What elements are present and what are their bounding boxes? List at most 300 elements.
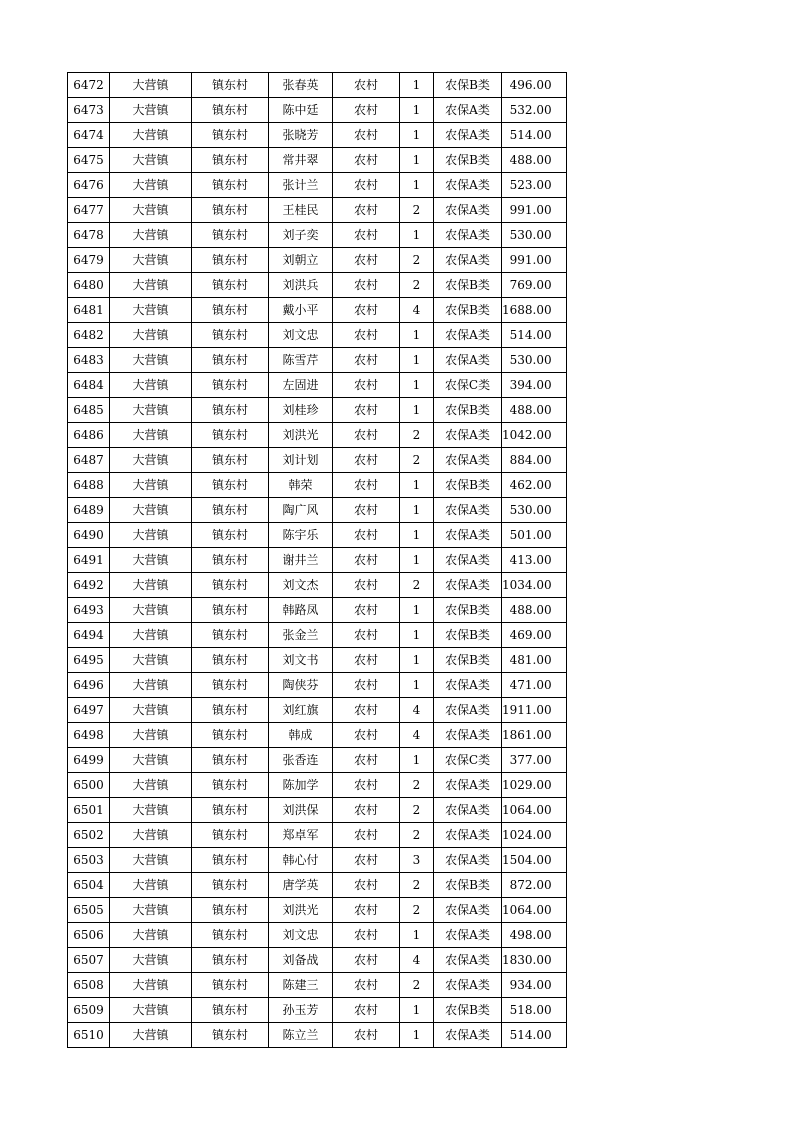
row-id-cell: 6489 [68, 498, 110, 523]
household-type-cell: 农村 [333, 998, 400, 1023]
row-id-cell: 6472 [68, 73, 110, 98]
amount-cell: 394.00 [502, 373, 567, 398]
household-type-cell: 农村 [333, 773, 400, 798]
household-type-cell: 农村 [333, 873, 400, 898]
village-cell: 镇东村 [192, 323, 269, 348]
amount-cell: 991.00 [502, 248, 567, 273]
row-id-cell: 6481 [68, 298, 110, 323]
household-type-cell: 农村 [333, 248, 400, 273]
amount-cell: 377.00 [502, 748, 567, 773]
town-cell: 大营镇 [110, 773, 192, 798]
person-name-cell: 刘文书 [269, 648, 333, 673]
village-cell: 镇东村 [192, 548, 269, 573]
person-name-cell: 张晓芳 [269, 123, 333, 148]
member-count-cell: 1 [400, 923, 434, 948]
row-id-cell: 6485 [68, 398, 110, 423]
table-row [68, 498, 567, 523]
town-cell: 大营镇 [110, 848, 192, 873]
insurance-category-cell: 农保A类 [434, 348, 502, 373]
person-name-cell: 张金兰 [269, 623, 333, 648]
member-count-cell: 1 [400, 748, 434, 773]
table-row [68, 223, 567, 248]
member-count-cell: 1 [400, 598, 434, 623]
member-count-cell: 2 [400, 573, 434, 598]
person-name-cell: 刘洪光 [269, 423, 333, 448]
table-row [68, 123, 567, 148]
insurance-category-cell: 农保A类 [434, 948, 502, 973]
village-cell: 镇东村 [192, 148, 269, 173]
member-count-cell: 1 [400, 398, 434, 423]
village-cell: 镇东村 [192, 273, 269, 298]
village-cell: 镇东村 [192, 873, 269, 898]
village-cell: 镇东村 [192, 673, 269, 698]
amount-cell: 481.00 [502, 648, 567, 673]
village-cell: 镇东村 [192, 823, 269, 848]
person-name-cell: 刘洪光 [269, 898, 333, 923]
table-row [68, 798, 567, 823]
amount-cell: 501.00 [502, 523, 567, 548]
row-id-cell: 6509 [68, 998, 110, 1023]
insurance-category-cell: 农保C类 [434, 748, 502, 773]
person-name-cell: 刘文杰 [269, 573, 333, 598]
table-row [68, 448, 567, 473]
insurance-category-cell: 农保B类 [434, 273, 502, 298]
person-name-cell: 陈立兰 [269, 1023, 333, 1048]
household-type-cell: 农村 [333, 973, 400, 998]
insurance-category-cell: 农保A类 [434, 1023, 502, 1048]
row-id-cell: 6506 [68, 923, 110, 948]
insurance-category-cell: 农保A类 [434, 498, 502, 523]
town-cell: 大营镇 [110, 198, 192, 223]
household-type-cell: 农村 [333, 798, 400, 823]
table-row [68, 473, 567, 498]
village-cell: 镇东村 [192, 598, 269, 623]
insurance-category-cell: 农保A类 [434, 973, 502, 998]
person-name-cell: 王桂民 [269, 198, 333, 223]
household-type-cell: 农村 [333, 323, 400, 348]
household-type-cell: 农村 [333, 373, 400, 398]
village-cell: 镇东村 [192, 498, 269, 523]
person-name-cell: 张春英 [269, 73, 333, 98]
insurance-category-cell: 农保A类 [434, 673, 502, 698]
person-name-cell: 唐学英 [269, 873, 333, 898]
row-id-cell: 6508 [68, 973, 110, 998]
village-cell: 镇东村 [192, 773, 269, 798]
member-count-cell: 1 [400, 523, 434, 548]
row-id-cell: 6480 [68, 273, 110, 298]
village-cell: 镇东村 [192, 648, 269, 673]
town-cell: 大营镇 [110, 748, 192, 773]
town-cell: 大营镇 [110, 323, 192, 348]
amount-cell: 1504.00 [502, 848, 567, 873]
member-count-cell: 2 [400, 248, 434, 273]
insurance-category-cell: 农保A类 [434, 698, 502, 723]
insurance-category-cell: 农保B类 [434, 298, 502, 323]
town-cell: 大营镇 [110, 673, 192, 698]
town-cell: 大营镇 [110, 348, 192, 373]
person-name-cell: 张香连 [269, 748, 333, 773]
amount-cell: 769.00 [502, 273, 567, 298]
village-cell: 镇东村 [192, 248, 269, 273]
household-type-cell: 农村 [333, 473, 400, 498]
member-count-cell: 1 [400, 1023, 434, 1048]
insurance-category-cell: 农保A类 [434, 423, 502, 448]
row-id-cell: 6497 [68, 698, 110, 723]
town-cell: 大营镇 [110, 1023, 192, 1048]
person-name-cell: 刘洪保 [269, 798, 333, 823]
household-type-cell: 农村 [333, 923, 400, 948]
person-name-cell: 陈雪芹 [269, 348, 333, 373]
amount-cell: 523.00 [502, 173, 567, 198]
member-count-cell: 2 [400, 448, 434, 473]
person-name-cell: 左固进 [269, 373, 333, 398]
village-cell: 镇东村 [192, 473, 269, 498]
table-row [68, 1023, 567, 1048]
member-count-cell: 1 [400, 473, 434, 498]
row-id-cell: 6482 [68, 323, 110, 348]
insurance-category-cell: 农保A类 [434, 798, 502, 823]
amount-cell: 530.00 [502, 223, 567, 248]
village-cell: 镇东村 [192, 173, 269, 198]
household-type-cell: 农村 [333, 523, 400, 548]
table-row [68, 73, 567, 98]
town-cell: 大营镇 [110, 448, 192, 473]
town-cell: 大营镇 [110, 523, 192, 548]
person-name-cell: 刘文忠 [269, 323, 333, 348]
household-type-cell: 农村 [333, 623, 400, 648]
amount-cell: 488.00 [502, 148, 567, 173]
member-count-cell: 1 [400, 223, 434, 248]
household-type-cell: 农村 [333, 898, 400, 923]
village-cell: 镇东村 [192, 698, 269, 723]
amount-cell: 1024.00 [502, 823, 567, 848]
household-type-cell: 农村 [333, 148, 400, 173]
row-id-cell: 6475 [68, 148, 110, 173]
member-count-cell: 2 [400, 898, 434, 923]
table-body [68, 73, 567, 1048]
member-count-cell: 2 [400, 798, 434, 823]
household-type-cell: 农村 [333, 723, 400, 748]
village-cell: 镇东村 [192, 73, 269, 98]
member-count-cell: 1 [400, 173, 434, 198]
member-count-cell: 1 [400, 673, 434, 698]
household-type-cell: 农村 [333, 198, 400, 223]
village-cell: 镇东村 [192, 223, 269, 248]
town-cell: 大营镇 [110, 473, 192, 498]
town-cell: 大营镇 [110, 873, 192, 898]
amount-cell: 413.00 [502, 548, 567, 573]
amount-cell: 514.00 [502, 1023, 567, 1048]
village-cell: 镇东村 [192, 198, 269, 223]
row-id-cell: 6491 [68, 548, 110, 573]
amount-cell: 496.00 [502, 73, 567, 98]
insurance-category-cell: 农保A类 [434, 448, 502, 473]
town-cell: 大营镇 [110, 898, 192, 923]
household-type-cell: 农村 [333, 298, 400, 323]
member-count-cell: 2 [400, 423, 434, 448]
table-row [68, 298, 567, 323]
insurance-category-cell: 农保A类 [434, 323, 502, 348]
amount-cell: 991.00 [502, 198, 567, 223]
household-type-cell: 农村 [333, 223, 400, 248]
town-cell: 大营镇 [110, 173, 192, 198]
amount-cell: 488.00 [502, 598, 567, 623]
table-row [68, 273, 567, 298]
amount-cell: 1688.00 [502, 298, 567, 323]
row-id-cell: 6488 [68, 473, 110, 498]
insurance-category-cell: 农保A类 [434, 198, 502, 223]
household-type-cell: 农村 [333, 648, 400, 673]
member-count-cell: 1 [400, 148, 434, 173]
person-name-cell: 刘红旗 [269, 698, 333, 723]
town-cell: 大营镇 [110, 698, 192, 723]
town-cell: 大营镇 [110, 598, 192, 623]
village-cell: 镇东村 [192, 373, 269, 398]
person-name-cell: 刘文忠 [269, 923, 333, 948]
member-count-cell: 2 [400, 273, 434, 298]
person-name-cell: 韩荣 [269, 473, 333, 498]
row-id-cell: 6495 [68, 648, 110, 673]
town-cell: 大营镇 [110, 998, 192, 1023]
town-cell: 大营镇 [110, 948, 192, 973]
table-row [68, 898, 567, 923]
row-id-cell: 6487 [68, 448, 110, 473]
insurance-category-cell: 农保B类 [434, 473, 502, 498]
household-type-cell: 农村 [333, 573, 400, 598]
household-type-cell: 农村 [333, 173, 400, 198]
table-row [68, 673, 567, 698]
person-name-cell: 常井翠 [269, 148, 333, 173]
village-cell: 镇东村 [192, 748, 269, 773]
row-id-cell: 6494 [68, 623, 110, 648]
person-name-cell: 韩路凤 [269, 598, 333, 623]
village-cell: 镇东村 [192, 798, 269, 823]
village-cell: 镇东村 [192, 523, 269, 548]
person-name-cell: 韩心付 [269, 848, 333, 873]
town-cell: 大营镇 [110, 498, 192, 523]
person-name-cell: 陈加学 [269, 773, 333, 798]
row-id-cell: 6490 [68, 523, 110, 548]
village-cell: 镇东村 [192, 448, 269, 473]
table-row [68, 923, 567, 948]
member-count-cell: 4 [400, 948, 434, 973]
town-cell: 大营镇 [110, 223, 192, 248]
member-count-cell: 2 [400, 823, 434, 848]
village-cell: 镇东村 [192, 98, 269, 123]
member-count-cell: 1 [400, 998, 434, 1023]
person-name-cell: 刘计划 [269, 448, 333, 473]
table-row [68, 623, 567, 648]
row-id-cell: 6474 [68, 123, 110, 148]
amount-cell: 498.00 [502, 923, 567, 948]
insurance-category-cell: 农保B类 [434, 623, 502, 648]
town-cell: 大营镇 [110, 648, 192, 673]
person-name-cell: 刘朝立 [269, 248, 333, 273]
member-count-cell: 1 [400, 323, 434, 348]
household-type-cell: 农村 [333, 448, 400, 473]
town-cell: 大营镇 [110, 123, 192, 148]
person-name-cell: 陶广风 [269, 498, 333, 523]
row-id-cell: 6492 [68, 573, 110, 598]
row-id-cell: 6500 [68, 773, 110, 798]
row-id-cell: 6484 [68, 373, 110, 398]
insurance-category-cell: 农保B类 [434, 998, 502, 1023]
amount-cell: 884.00 [502, 448, 567, 473]
person-name-cell: 刘子奕 [269, 223, 333, 248]
person-name-cell: 陈建三 [269, 973, 333, 998]
insurance-category-cell: 农保B类 [434, 73, 502, 98]
row-id-cell: 6477 [68, 198, 110, 223]
amount-cell: 1034.00 [502, 573, 567, 598]
table-row [68, 323, 567, 348]
person-name-cell: 戴小平 [269, 298, 333, 323]
insurance-category-cell: 农保A类 [434, 123, 502, 148]
insurance-category-cell: 农保A类 [434, 723, 502, 748]
table-row [68, 573, 567, 598]
insurance-category-cell: 农保A类 [434, 523, 502, 548]
table-row [68, 98, 567, 123]
table-row [68, 198, 567, 223]
table-row [68, 548, 567, 573]
household-type-cell: 农村 [333, 273, 400, 298]
insurance-category-cell: 农保A类 [434, 923, 502, 948]
row-id-cell: 6510 [68, 1023, 110, 1048]
village-cell: 镇东村 [192, 398, 269, 423]
table-row [68, 823, 567, 848]
amount-cell: 488.00 [502, 398, 567, 423]
row-id-cell: 6473 [68, 98, 110, 123]
insurance-category-cell: 农保A类 [434, 98, 502, 123]
amount-cell: 1911.00 [502, 698, 567, 723]
household-type-cell: 农村 [333, 548, 400, 573]
amount-cell: 462.00 [502, 473, 567, 498]
insurance-category-cell: 农保B类 [434, 398, 502, 423]
town-cell: 大营镇 [110, 973, 192, 998]
town-cell: 大营镇 [110, 623, 192, 648]
row-id-cell: 6503 [68, 848, 110, 873]
town-cell: 大营镇 [110, 273, 192, 298]
member-count-cell: 4 [400, 298, 434, 323]
amount-cell: 872.00 [502, 873, 567, 898]
table-row [68, 873, 567, 898]
town-cell: 大营镇 [110, 373, 192, 398]
member-count-cell: 1 [400, 348, 434, 373]
person-name-cell: 谢井兰 [269, 548, 333, 573]
row-id-cell: 6496 [68, 673, 110, 698]
town-cell: 大营镇 [110, 923, 192, 948]
household-type-cell: 农村 [333, 673, 400, 698]
member-count-cell: 2 [400, 873, 434, 898]
table-row [68, 973, 567, 998]
town-cell: 大营镇 [110, 73, 192, 98]
village-cell: 镇东村 [192, 298, 269, 323]
town-cell: 大营镇 [110, 98, 192, 123]
member-count-cell: 1 [400, 123, 434, 148]
table-row [68, 948, 567, 973]
member-count-cell: 1 [400, 648, 434, 673]
village-cell: 镇东村 [192, 848, 269, 873]
household-type-cell: 农村 [333, 948, 400, 973]
insurance-category-cell: 农保B类 [434, 598, 502, 623]
member-count-cell: 1 [400, 498, 434, 523]
person-name-cell: 刘桂珍 [269, 398, 333, 423]
amount-cell: 1042.00 [502, 423, 567, 448]
insurance-category-cell: 农保B类 [434, 873, 502, 898]
person-name-cell: 刘洪兵 [269, 273, 333, 298]
amount-cell: 530.00 [502, 498, 567, 523]
town-cell: 大营镇 [110, 148, 192, 173]
amount-cell: 532.00 [502, 98, 567, 123]
town-cell: 大营镇 [110, 423, 192, 448]
table-row [68, 773, 567, 798]
table-row [68, 523, 567, 548]
household-type-cell: 农村 [333, 1023, 400, 1048]
row-id-cell: 6479 [68, 248, 110, 273]
household-type-cell: 农村 [333, 598, 400, 623]
household-type-cell: 农村 [333, 398, 400, 423]
member-count-cell: 1 [400, 73, 434, 98]
row-id-cell: 6502 [68, 823, 110, 848]
insurance-category-cell: 农保B类 [434, 648, 502, 673]
table-row [68, 148, 567, 173]
insurance-category-cell: 农保C类 [434, 373, 502, 398]
household-type-cell: 农村 [333, 73, 400, 98]
insurance-category-cell: 农保A类 [434, 573, 502, 598]
town-cell: 大营镇 [110, 798, 192, 823]
records-table [67, 72, 567, 1048]
member-count-cell: 4 [400, 698, 434, 723]
town-cell: 大营镇 [110, 248, 192, 273]
village-cell: 镇东村 [192, 948, 269, 973]
table-row [68, 698, 567, 723]
insurance-category-cell: 农保A类 [434, 548, 502, 573]
town-cell: 大营镇 [110, 823, 192, 848]
row-id-cell: 6476 [68, 173, 110, 198]
member-count-cell: 1 [400, 548, 434, 573]
person-name-cell: 孙玉芳 [269, 998, 333, 1023]
village-cell: 镇东村 [192, 123, 269, 148]
person-name-cell: 陈宇乐 [269, 523, 333, 548]
member-count-cell: 2 [400, 198, 434, 223]
person-name-cell: 郑卓军 [269, 823, 333, 848]
person-name-cell: 陈中廷 [269, 98, 333, 123]
household-type-cell: 农村 [333, 698, 400, 723]
row-id-cell: 6499 [68, 748, 110, 773]
village-cell: 镇东村 [192, 573, 269, 598]
person-name-cell: 张计兰 [269, 173, 333, 198]
table-row [68, 248, 567, 273]
village-cell: 镇东村 [192, 623, 269, 648]
member-count-cell: 4 [400, 723, 434, 748]
amount-cell: 530.00 [502, 348, 567, 373]
table-row [68, 648, 567, 673]
table-row [68, 748, 567, 773]
town-cell: 大营镇 [110, 398, 192, 423]
amount-cell: 1830.00 [502, 948, 567, 973]
insurance-category-cell: 农保A类 [434, 223, 502, 248]
row-id-cell: 6478 [68, 223, 110, 248]
household-type-cell: 农村 [333, 423, 400, 448]
village-cell: 镇东村 [192, 973, 269, 998]
row-id-cell: 6486 [68, 423, 110, 448]
village-cell: 镇东村 [192, 998, 269, 1023]
insurance-category-cell: 农保A类 [434, 823, 502, 848]
member-count-cell: 1 [400, 373, 434, 398]
insurance-category-cell: 农保B类 [434, 148, 502, 173]
table-row [68, 348, 567, 373]
household-type-cell: 农村 [333, 348, 400, 373]
amount-cell: 514.00 [502, 123, 567, 148]
